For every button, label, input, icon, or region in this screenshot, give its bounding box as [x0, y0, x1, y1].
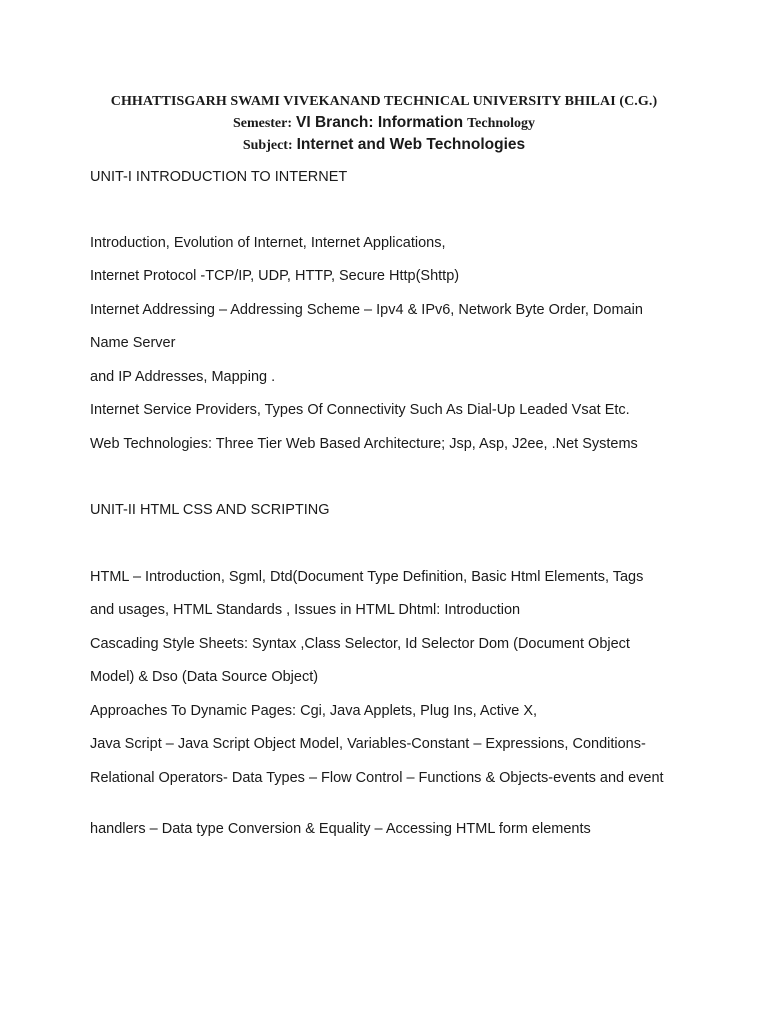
unit-line: handlers – Data type Conversion & Equality – Accessing HTML form elements: [90, 821, 591, 837]
unit-line: HTML – Introduction, Sgml, Dtd(Document Type Definition, Basic Html Elements, Tags: [90, 569, 644, 585]
unit-line: Cascading Style Sheets: Syntax ,Class Selector, Id Selector Dom (Document Object: [90, 636, 630, 652]
subject-value: Internet and Web Technologies: [296, 136, 526, 153]
syllabus-header: [0, 92, 768, 156]
unit-line: and usages, HTML Standards , Issues in HTML Dhtml: Introduction: [90, 602, 521, 618]
subject-line: [0, 134, 768, 156]
subject-label: Subject:: [242, 138, 293, 153]
unit-title: UNIT-I INTRODUCTION TO INTERNET: [90, 169, 348, 185]
unit-line: Name Server: [90, 335, 176, 351]
unit-line: Internet Protocol -TCP/IP, UDP, HTTP, Secure Http(Shttp): [90, 268, 460, 284]
university-name: CHHATTISGARH SWAMI VIVEKANAND TECHNICAL UNIVERSITY BHILAI (C.G.): [110, 94, 658, 109]
unit-line: Relational Operators- Data Types – Flow Control – Functions & Objects-events and event: [90, 770, 664, 786]
semester-label: Semester:: [232, 116, 293, 131]
unit-title: UNIT-II HTML CSS AND SCRIPTING: [90, 502, 330, 518]
unit-line: Approaches To Dynamic Pages: Cgi, Java Applets, Plug Ins, Active X,: [90, 703, 538, 719]
branch-tail: Technology: [467, 116, 536, 131]
unit-line: Model) & Dso (Data Source Object): [90, 669, 319, 685]
semester-line: [0, 112, 768, 134]
unit-line: Introduction, Evolution of Internet, Internet Applications,: [90, 235, 446, 251]
unit-line: and IP Addresses, Mapping .: [90, 369, 276, 385]
unit-line: Internet Service Providers, Types Of Connectivity Such As Dial-Up Leaded Vsat Etc.: [90, 402, 630, 418]
semester-value: VI Branch: Information: [296, 114, 464, 131]
unit-line: Java Script – Java Script Object Model, Variables-Constant – Expressions, Conditions-: [90, 736, 646, 752]
unit-line: Web Technologies: Three Tier Web Based Architecture; Jsp, Asp, J2ee, .Net Systems: [90, 436, 638, 452]
unit-line: Internet Addressing – Addressing Scheme – Ipv4 & IPv6, Network Byte Order, Domain: [90, 302, 643, 318]
